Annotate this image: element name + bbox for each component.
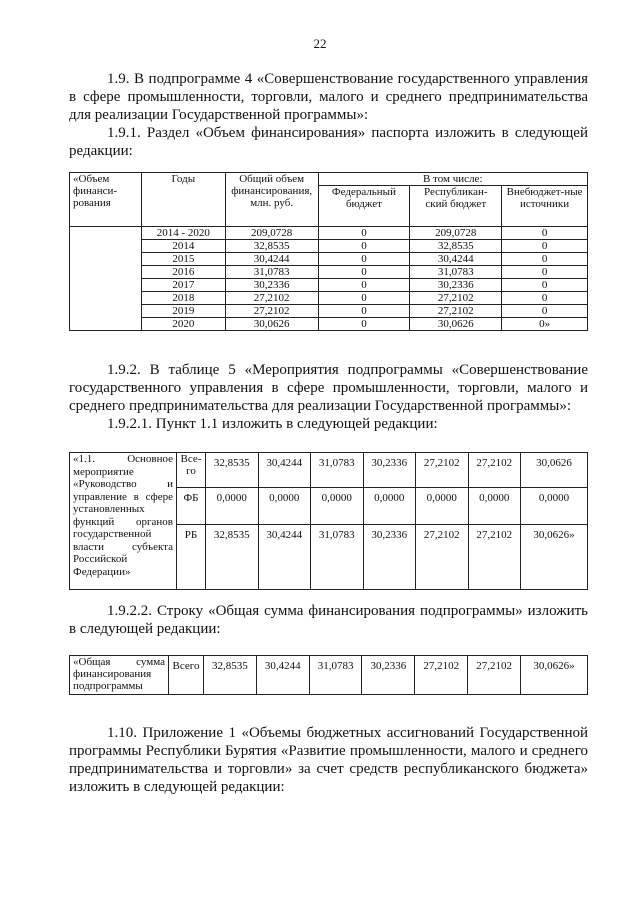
table-row	[70, 279, 588, 292]
value-cell: 27,2102	[468, 525, 521, 590]
cell-resp: 32,8535	[410, 240, 502, 253]
table-row	[70, 292, 588, 305]
cell-total: 27,2102	[225, 292, 318, 305]
cell-fed: 0	[318, 266, 410, 279]
cell-vne: 0	[502, 240, 588, 253]
cell-fed: 0	[318, 292, 410, 305]
cell-fed: 0	[318, 318, 410, 331]
source-label: Все-го	[177, 453, 206, 488]
financing-table	[69, 172, 588, 331]
value-cell: 30,0626»	[521, 525, 588, 590]
cell-total: 27,2102	[225, 305, 318, 318]
value-cell: 27,2102	[468, 656, 521, 695]
value-cell: 30,4244	[256, 656, 309, 695]
cell-year: 2015	[141, 253, 225, 266]
value-cell: 30,2336	[362, 656, 415, 695]
cell-year: 2019	[141, 305, 225, 318]
total-table	[69, 655, 588, 695]
cell-fed: 0	[318, 279, 410, 292]
paragraph-1-9-1: 1.9.1. Раздел «Объем финансирования» паспорта изложить в следующей редакции:	[69, 125, 588, 159]
paragraph-1-9: 1.9. В подпрограмме 4 «Совершенствование государственного управления в сфере промышленности, торговли, малого и среднего предпринимательства для реализации Государственной программы»:	[69, 71, 588, 123]
cell-fed: 0	[318, 240, 410, 253]
source-label: ФБ	[177, 488, 206, 525]
source-label: Всего	[169, 656, 204, 695]
header-federal: Федеральный бюджет	[318, 186, 410, 227]
cell-year: 2018	[141, 292, 225, 305]
value-cell: 30,4244	[258, 525, 311, 590]
header-republic: Республикан-ский бюджет	[410, 186, 502, 227]
cell-resp: 30,2336	[410, 279, 502, 292]
measure-label: «1.1. Основное мероприятие «Руководство и управление в сфере установленных функций органов государственной власти субъекта Российской Федерации»	[70, 453, 177, 590]
value-cell: 27,2102	[416, 525, 469, 590]
cell-total: 30,0626	[225, 318, 318, 331]
value-cell: 32,8535	[206, 453, 259, 488]
value-cell: 31,0783	[311, 525, 364, 590]
total-label: «Общая сумма финансирования подпрограммы	[70, 656, 169, 695]
cell-resp: 30,4244	[410, 253, 502, 266]
table-row	[70, 305, 588, 318]
source-label: РБ	[177, 525, 206, 590]
value-cell: 0,0000	[468, 488, 521, 525]
cell-total: 30,4244	[225, 253, 318, 266]
table-row	[70, 266, 588, 279]
cell-resp: 27,2102	[410, 292, 502, 305]
volume-empty-cell	[70, 227, 142, 331]
value-cell: 30,4244	[258, 453, 311, 488]
cell-vne: 0	[502, 305, 588, 318]
cell-year: 2020	[141, 318, 225, 331]
value-cell: 27,2102	[416, 453, 469, 488]
cell-vne: 0	[502, 266, 588, 279]
cell-year: 2014	[141, 240, 225, 253]
value-cell: 0,0000	[521, 488, 588, 525]
value-cell: 27,2102	[468, 453, 521, 488]
paragraph-1-10: 1.10. Приложение 1 «Объемы бюджетных ассигнований Государственной программы Республики Бурятия «Развитие промышленности, малого и среднего предпринимательства и торговли» за счет средств республиканского бюджета» изложить в следующей редакции:	[69, 725, 588, 795]
cell-year: 2014 - 2020	[141, 227, 225, 240]
value-cell: 0,0000	[206, 488, 259, 525]
cell-total: 32,8535	[225, 240, 318, 253]
value-cell: 31,0783	[311, 453, 364, 488]
cell-vne: 0	[502, 292, 588, 305]
table-row	[70, 227, 588, 240]
cell-vne: 0	[502, 253, 588, 266]
value-cell: 27,2102	[415, 656, 468, 695]
table-row	[70, 318, 588, 331]
value-cell: 30,2336	[363, 453, 416, 488]
value-cell: 30,2336	[363, 525, 416, 590]
header-including: В том числе:	[318, 173, 587, 186]
cell-year: 2016	[141, 266, 225, 279]
table-row	[70, 253, 588, 266]
cell-vne: 0»	[502, 318, 588, 331]
value-cell: 30,0626	[521, 453, 588, 488]
cell-year: 2017	[141, 279, 225, 292]
value-cell: 0,0000	[311, 488, 364, 525]
value-cell: 0,0000	[363, 488, 416, 525]
value-cell: 30,0626»	[521, 656, 588, 695]
value-cell: 31,0783	[309, 656, 362, 695]
page-number: 22	[313, 36, 327, 51]
header-volume: «Объем финанси-рования	[70, 173, 142, 227]
cell-total: 30,2336	[225, 279, 318, 292]
cell-resp: 209,0728	[410, 227, 502, 240]
header-extrabudget: Внебюджет-ные источники	[502, 186, 588, 227]
table-row	[70, 240, 588, 253]
value-cell: 32,8535	[206, 525, 259, 590]
cell-total: 31,0783	[225, 266, 318, 279]
paragraph-1-9-2-2: 1.9.2.2. Строку «Общая сумма финансирования подпрограммы» изложить в следующей редакции:	[69, 603, 588, 637]
cell-vne: 0	[502, 227, 588, 240]
cell-resp: 31,0783	[410, 266, 502, 279]
value-cell: 0,0000	[416, 488, 469, 525]
cell-vne: 0	[502, 279, 588, 292]
header-years: Годы	[141, 173, 225, 227]
cell-fed: 0	[318, 305, 410, 318]
cell-resp: 27,2102	[410, 305, 502, 318]
cell-fed: 0	[318, 253, 410, 266]
paragraph-1-9-2-1: 1.9.2.1. Пункт 1.1 изложить в следующей редакции:	[107, 416, 438, 432]
measure-table	[69, 452, 588, 590]
cell-fed: 0	[318, 227, 410, 240]
paragraph-1-9-2: 1.9.2. В таблице 5 «Мероприятия подпрограммы «Совершенствование государственного управления в сфере промышленности, торговли, малого и среднего предпринимательства для реализации Государственной программы»:	[69, 362, 588, 414]
value-cell: 32,8535	[204, 656, 257, 695]
cell-total: 209,0728	[225, 227, 318, 240]
header-total: Общий объем финансирования, млн. руб.	[225, 173, 318, 227]
cell-resp: 30,0626	[410, 318, 502, 331]
value-cell: 0,0000	[258, 488, 311, 525]
